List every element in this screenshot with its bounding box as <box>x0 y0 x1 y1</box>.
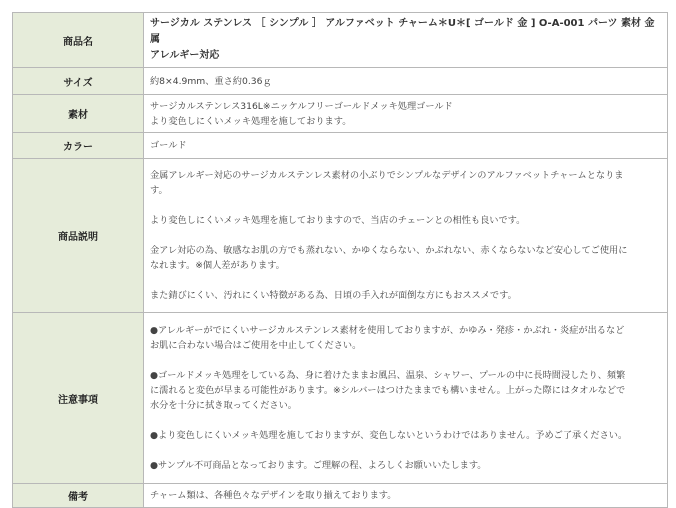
notes-n1-line-2: お肌に合わない場合はご使用を中止してください。 <box>150 340 362 351</box>
description-p1-line-2: す。 <box>150 185 168 196</box>
label-material: 素材 <box>13 95 144 133</box>
notes-n2-line-2: に濡れると変色が早まる可能性があります。※シルバーはつけたままでも構いません。上がった際にはタオルなどで <box>150 385 626 396</box>
label-color: カラー <box>13 133 144 159</box>
row-product-name <box>13 13 668 68</box>
label-remarks: 備考 <box>13 484 144 508</box>
product-name-line-1: サージカル ステンレス ［ シンプル ］ アルファベット チャーム＊U＊[ ゴールド 金 ] O-A-001 パーツ 素材 金属 <box>150 18 655 45</box>
description-p3-line-1: 金アレ対応の為、敏感なお肌の方でも蒸れない、かゆくならない、かぶれない、赤くならないなど安心してご使用に <box>150 245 628 256</box>
row-color <box>13 133 668 159</box>
row-material <box>13 95 668 133</box>
notes-n1-line-1: ●アレルギーがでにくいサージカルステンレス素材を使用しておりますが、かゆみ・発疹・かぶれ・炎症が出るなど <box>150 325 625 336</box>
notes-n4: ●サンプル不可商品となっております。ご理解の程、よろしくお願いいたします。 <box>150 460 487 471</box>
value-color: ゴールド <box>144 133 668 159</box>
row-remarks <box>13 484 668 508</box>
value-remarks: チャーム類は、各種色々なデザインを取り揃えております。 <box>144 484 668 508</box>
description-p2: より変色しにくいメッキ処理を施しておりますので、当店のチェーンとの相性も良いです。 <box>150 215 526 226</box>
description-p4: また錆びにくい、汚れにくい特徴がある為、日頃の手入れが面倒な方にもおススメです。 <box>150 290 517 301</box>
row-description <box>13 159 668 313</box>
notes-n3: ●より変色しにくいメッキ処理を施しておりますが、変色しないというわけではありません。予めご了承ください。 <box>150 430 628 441</box>
product-spec-table <box>12 12 668 508</box>
value-material <box>144 95 668 133</box>
value-description <box>144 159 668 313</box>
value-product-name <box>144 13 668 68</box>
material-line-2: より変色しにくいメッキ処理を施しております。 <box>150 115 352 127</box>
value-size: 約8×4.9mm、重さ約0.36ｇ <box>144 68 668 95</box>
label-description: 商品説明 <box>13 159 144 313</box>
product-name-line-2: アレルギー対応 <box>150 50 220 61</box>
label-product-name: 商品名 <box>13 13 144 68</box>
description-p1-line-1: 金属アレルギー対応のサージカルステンレス素材の小ぶりでシンプルなデザインのアルファベットチャームとなりま <box>150 170 624 181</box>
description-p3-line-2: なれます。※個人差があります。 <box>150 260 285 271</box>
notes-n2-line-1: ●ゴールドメッキ処理をしている為、身に着けたままお風呂、温泉、シャワー、プールの中に長時間浸したり、頻繁 <box>150 370 626 381</box>
row-size <box>13 68 668 95</box>
row-notes <box>13 313 668 484</box>
label-size: サイズ <box>13 68 144 95</box>
notes-n2-line-3: 水分を十分に拭き取ってください。 <box>150 400 297 411</box>
label-notes: 注意事項 <box>13 313 144 484</box>
value-notes <box>144 313 668 484</box>
material-line-1: サージカルステンレス316L※ニッケルフリーゴールドメッキ処理ゴールド <box>150 100 453 112</box>
product-spec-table-frame <box>12 12 668 508</box>
